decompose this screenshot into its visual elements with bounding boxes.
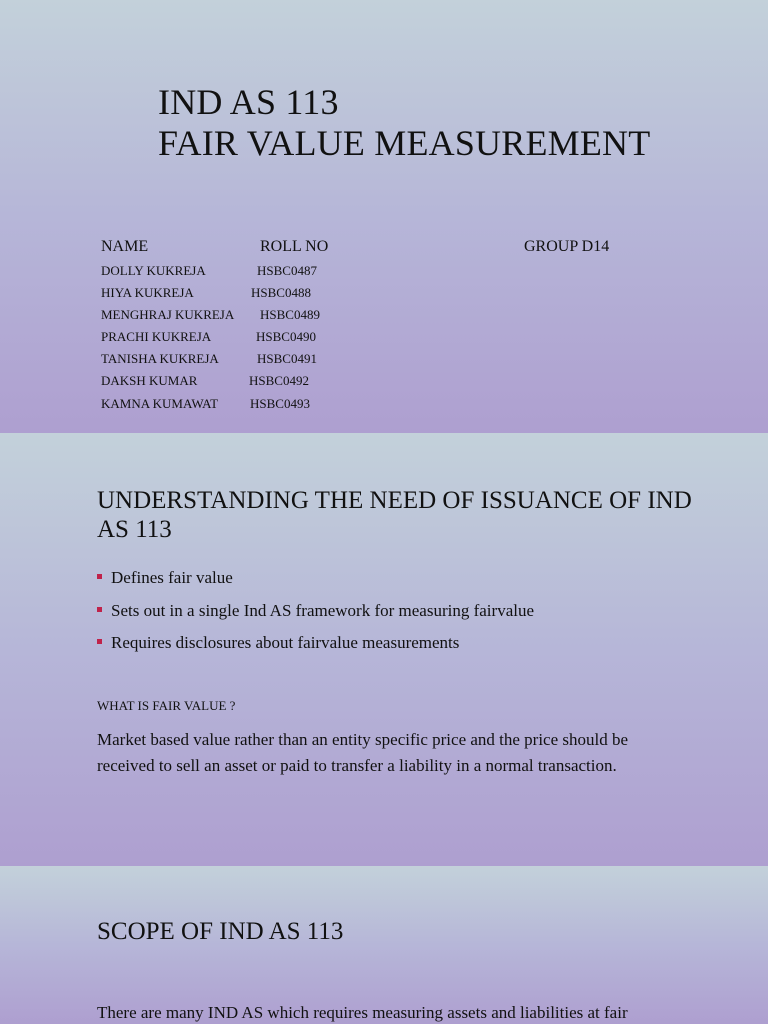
- member-name: DAKSH KUMAR: [101, 373, 198, 388]
- member-roll: HSBC0491: [257, 351, 317, 366]
- scope-text: There are many IND AS which requires measuring assets and liabilities at fair: [97, 1003, 628, 1022]
- bullet-item: [97, 600, 534, 622]
- title-line-2: FAIR VALUE MEASUREMENT: [158, 123, 651, 163]
- slide-2-title: UNDERSTANDING THE NEED OF ISSUANCE OF IND AS 113: [97, 487, 692, 543]
- square-bullet-icon: [97, 574, 102, 579]
- member-roll: HSBC0487: [257, 263, 317, 278]
- member-name: DOLLY KUKREJA: [101, 263, 206, 278]
- member-name: KAMNA KUMAWAT: [101, 396, 219, 411]
- member-roll: HSBC0490: [256, 329, 316, 344]
- roll-column-header: ROLL NO: [260, 238, 329, 255]
- title-line-1: IND AS 113: [158, 82, 339, 122]
- bullet-item: [97, 632, 534, 654]
- bullet-text: Defines fair value: [111, 568, 233, 587]
- slide-3-title: SCOPE OF IND AS 113: [97, 918, 344, 945]
- fair-value-question: WHAT IS FAIR VALUE ?: [97, 698, 236, 713]
- bullet-list: [97, 567, 534, 665]
- bullet-text: Requires disclosures about fairvalue measurements: [111, 633, 460, 652]
- member-name: HIYA KUKREJA: [101, 285, 194, 300]
- member-roll: HSBC0489: [260, 307, 320, 322]
- square-bullet-icon: [97, 607, 102, 612]
- group-label: GROUP D14: [524, 238, 610, 255]
- member-roll: HSBC0493: [250, 396, 310, 411]
- bullet-text: Sets out in a single Ind AS framework for measuring fairvalue: [111, 600, 535, 620]
- bullet-item: [97, 567, 534, 589]
- square-bullet-icon: [97, 639, 102, 644]
- member-roll: HSBC0492: [249, 373, 309, 388]
- member-name: PRACHI KUKREJA: [101, 329, 212, 344]
- member-name: MENGHRAJ KUKREJA: [101, 307, 235, 322]
- member-roll: HSBC0488: [251, 285, 311, 300]
- member-name: TANISHA KUKREJA: [101, 351, 219, 366]
- name-column-header: NAME: [101, 238, 149, 255]
- fair-value-definition: Market based value rather than an entity specific price and the price should be received to sell an asset or paid to transfer a liability in a normal transaction.: [97, 730, 629, 775]
- presentation-title: [158, 82, 650, 164]
- slide-title: [0, 0, 768, 433]
